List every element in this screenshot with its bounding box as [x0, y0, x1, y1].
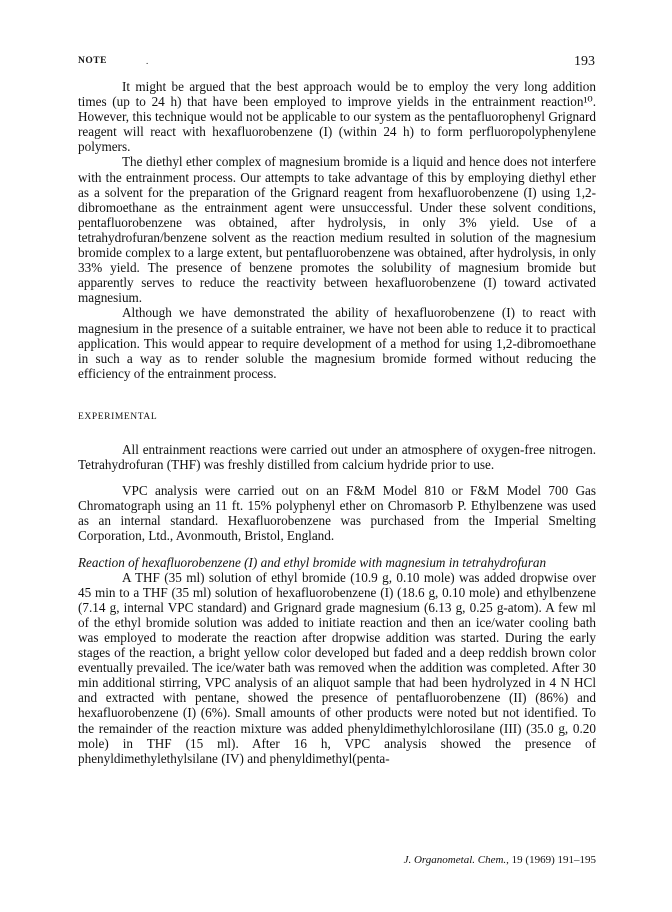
journal-name: J. Organometal. Chem.,: [403, 854, 509, 866]
paragraph-diethyl-ether: The diethyl ether complex of magnesium bromide is a liquid and hence does not interfere with the entrainment process. Our attempts to take advantage of this by employing diethyl ether as a solvent for the preparation of the Grignard reagent from hexafluorobenzene (I) using 1,2-dibromoethane as the entrainment agent were unsuccessful. Under these solvent conditions, pentafluorobenzene was obtained, after hydrolysis, in only 3% yield. Use of a tetrahydrofuran/benzene solvent as the reaction medium resulted in solution of the magnesium bromide complex to a large extent, but pentafluorobenzene was obtained, after hydrolysis, in only 33% yield. The presence of benzene promotes the solubility of magnesium bromide but apparently serves to reduce the reactivity between hexafluorobenzene (I) toward activated magnesium.: [78, 154, 596, 306]
journal-citation: [404, 854, 596, 866]
paragraph-vpc-analysis: VPC analysis were carried out on an F&M Model 810 or F&M Model 700 Gas Chromatograph using an 11 ft. 15% polyphenyl ether on Chromasorb P. Ethylbenzene was used as an internal standard. Hexafluorobenzene was purchased from the Imperial Smelting Corporation, Ltd., Avonmouth, Bristol, England.: [78, 483, 596, 544]
section-heading-experimental: EXPERIMENTAL: [78, 411, 158, 422]
paragraph-nitrogen: All entrainment reactions were carried out under an atmosphere of oxygen-free nitrogen. Tetrahydrofuran (THF) was freshly distilled from calcium hydride prior to use.: [78, 441, 596, 473]
page-number: 193: [574, 54, 595, 69]
paragraph-conclusion: Although we have demonstrated the ability of hexafluorobenzene (I) to react with magnesium in the presence of a suitable entrainer, we have not been able to reduce it to practical application. This would appear to require development of a method for using 1,2-dibromoethane in such a way as to render soluble the magnesium bromide formed without reducing the efficiency of the entrainment process.: [78, 305, 596, 381]
journal-volume: 19 (1969) 191–195: [511, 854, 596, 866]
subheading-reaction: Reaction of hexafluorobenzene (I) and ethyl bromide with magnesium in tetrahydrofuran: [78, 554, 547, 570]
paragraph-procedure: A THF (35 ml) solution of ethyl bromide (10.9 g, 0.10 mole) was added dropwise over 45 min to a THF (35 ml) solution of hexafluorobenzene (I) (18.6 g, 0.10 mole) and ethylbenzene (7.14 g, internal VPC standard) and Grignard grade magnesium (6.13 g, 0.25 g-atom). A few ml of the ethyl bromide solution was added to initiate reaction and then an ice/water cooling bath was employed to moderate the reaction after dropwise addition was started. During the early stages of the reaction, a bright yellow color developed but faded and a deep reddish brown color eventually prevailed. The ice/water bath was removed when the addition was completed. After 30 min additional stirring, VPC analysis of an aliquot sample that had been hydrolyzed in 4 N HCl and extracted with pentane, showed the presence of pentafluorobenzene (II) (86%) and hexafluorobenzene (I) (6%). Small amounts of other products were noted but not identified. To the remainder of the reaction mixture was added phenyldimethylchlorosilane (III) (35.0 g, 0.20 mole) in THF (15 ml). After 16 h, VPC analysis showed the presence of phenyldimethylethylsilane (IV) and phenyldimethyl(penta-: [78, 569, 596, 766]
header-dot: .: [146, 56, 149, 66]
paragraph-entrainment-times: It might be argued that the best approach would be to employ the very long addition times (up to 24 h) that have been employed to improve yields in the entrainment reaction¹⁰. However, this technique would not be applicable to our system as the pentafluorophenyl Grignard reagent will react with hexafluorobenzene (I) (within 24 h) to form perfluoropolyphenylene polymers.: [78, 79, 596, 155]
article-body: [78, 79, 596, 766]
running-header: NOTE: [78, 56, 107, 66]
